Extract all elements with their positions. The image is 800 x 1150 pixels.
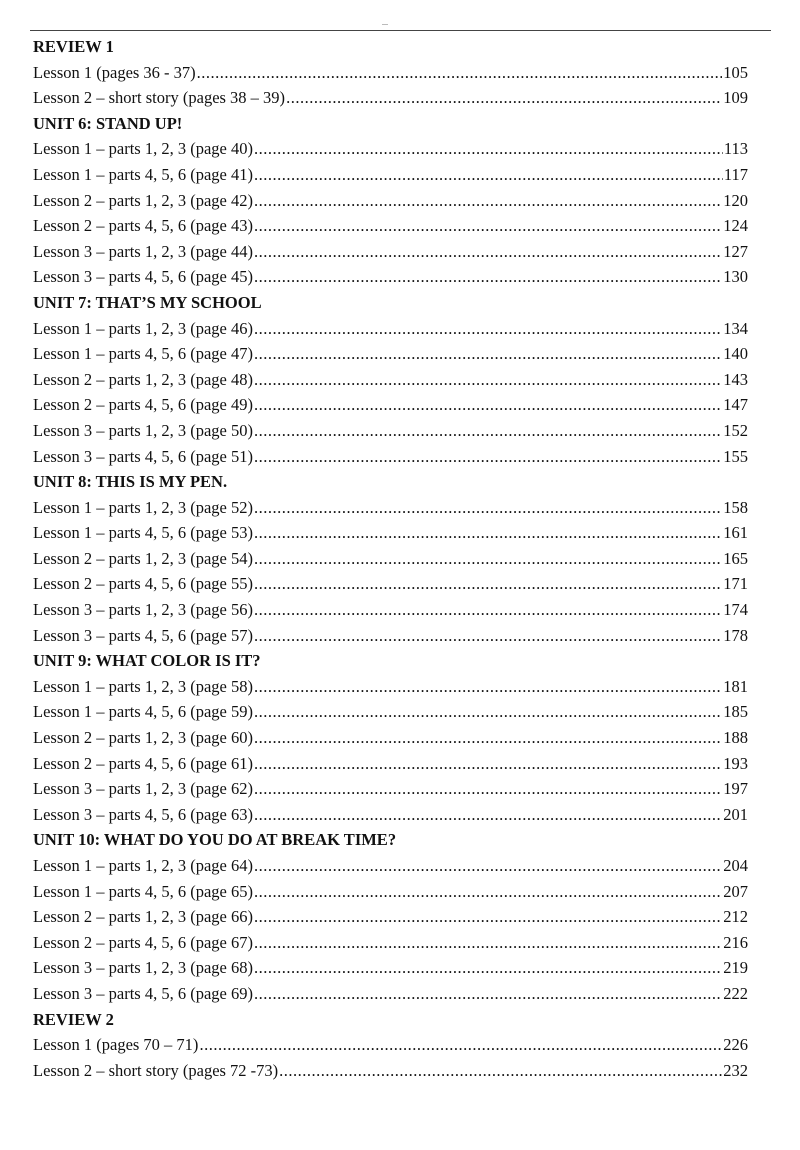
entry-title: Lesson 2 – parts 1, 2, 3 (page 60) xyxy=(33,728,253,748)
dot-leader xyxy=(254,546,722,572)
entry-title: Lesson 2 – parts 1, 2, 3 (page 66) xyxy=(33,907,253,927)
section-heading: UNIT 10: WHAT DO YOU DO AT BREAK TIME? xyxy=(33,830,397,850)
entry-title: Lesson 1 – parts 4, 5, 6 (page 41) xyxy=(33,164,253,184)
entry-title: Lesson 3 – parts 4, 5, 6 (page 51) xyxy=(33,446,253,466)
header-rule xyxy=(30,30,771,31)
page-number: 178 xyxy=(723,625,748,645)
dot-leader xyxy=(254,597,722,623)
entry-title: Lesson 1 – parts 1, 2, 3 (page 52) xyxy=(33,497,253,517)
dot-leader xyxy=(254,520,722,546)
section-heading: UNIT 7: THAT’S MY SCHOOL xyxy=(33,292,262,312)
dot-leader xyxy=(199,1032,722,1058)
entry-title: Lesson 2 – parts 4, 5, 6 (page 49) xyxy=(33,395,253,415)
page-number: 193 xyxy=(723,753,748,773)
toc-entry[interactable] xyxy=(33,213,748,239)
page-number: 124 xyxy=(723,216,748,236)
entry-title: Lesson 1 – parts 4, 5, 6 (page 53) xyxy=(33,523,253,543)
dot-leader xyxy=(254,955,722,981)
dot-leader xyxy=(254,367,722,393)
dot-leader xyxy=(254,444,722,470)
page-number: 212 xyxy=(723,907,748,927)
toc-entry[interactable] xyxy=(33,188,748,214)
entry-title: Lesson 2 – short story (pages 72 -73) xyxy=(33,1060,279,1080)
page-number: 181 xyxy=(723,676,748,696)
dot-leader xyxy=(254,853,722,879)
entry-title: Lesson 2 – parts 4, 5, 6 (page 43) xyxy=(33,216,253,236)
page-number: 143 xyxy=(723,369,748,389)
entry-title: Lesson 1 – parts 4, 5, 6 (page 59) xyxy=(33,702,253,722)
toc-entry[interactable] xyxy=(33,1058,748,1084)
dot-leader xyxy=(286,85,722,111)
page-number: 185 xyxy=(723,702,748,722)
entry-title: Lesson 2 – parts 1, 2, 3 (page 48) xyxy=(33,369,253,389)
dot-leader xyxy=(254,904,722,930)
dot-leader xyxy=(197,60,723,86)
toc-entry[interactable] xyxy=(33,1032,748,1058)
entry-title: Lesson 3 – parts 4, 5, 6 (page 63) xyxy=(33,804,253,824)
page-number: 188 xyxy=(723,728,748,748)
dot-leader xyxy=(254,571,722,597)
dot-leader xyxy=(254,930,722,956)
toc-entry[interactable] xyxy=(33,136,748,162)
page-number: 117 xyxy=(723,164,748,184)
toc-entry[interactable] xyxy=(33,239,748,265)
toc-entry[interactable] xyxy=(33,341,748,367)
dot-leader xyxy=(254,776,722,802)
entry-title: Lesson 1 (pages 70 – 71) xyxy=(33,1035,199,1055)
toc-entry[interactable] xyxy=(33,444,748,470)
toc-entry[interactable] xyxy=(33,879,748,905)
toc-entry[interactable] xyxy=(33,623,748,649)
page-number: 222 xyxy=(723,983,748,1003)
toc-entry[interactable] xyxy=(33,264,748,290)
page-number: 226 xyxy=(723,1035,748,1055)
entry-title: Lesson 3 – parts 4, 5, 6 (page 69) xyxy=(33,983,253,1003)
dot-leader xyxy=(254,316,722,342)
dot-leader xyxy=(254,802,722,828)
dot-leader xyxy=(254,981,722,1007)
page-number: 161 xyxy=(723,523,748,543)
toc-entry[interactable] xyxy=(33,418,748,444)
page-number: 105 xyxy=(723,62,748,82)
dot-leader xyxy=(254,699,722,725)
toc-entry[interactable] xyxy=(33,392,748,418)
page-number: 171 xyxy=(723,574,748,594)
toc-entry[interactable] xyxy=(33,725,748,751)
entry-title: Lesson 1 – parts 1, 2, 3 (page 46) xyxy=(33,318,253,338)
section-heading: UNIT 6: STAND UP! xyxy=(33,113,183,133)
page-number: 152 xyxy=(723,420,748,440)
entry-title: Lesson 3 – parts 4, 5, 6 (page 57) xyxy=(33,625,253,645)
entry-title: Lesson 3 – parts 4, 5, 6 (page 45) xyxy=(33,267,253,287)
dot-leader xyxy=(254,623,722,649)
section-heading: UNIT 8: THIS IS MY PEN. xyxy=(33,472,228,492)
page-number: 127 xyxy=(723,241,748,261)
entry-title: Lesson 3 – parts 1, 2, 3 (page 56) xyxy=(33,600,253,620)
dot-leader xyxy=(254,495,722,521)
dot-leader xyxy=(254,136,723,162)
dot-leader xyxy=(254,264,722,290)
entry-title: Lesson 3 – parts 1, 2, 3 (page 68) xyxy=(33,958,253,978)
dot-leader xyxy=(254,188,722,214)
page-number: 140 xyxy=(723,344,748,364)
entry-title: Lesson 2 – short story (pages 38 – 39) xyxy=(33,88,286,108)
toc-entry[interactable] xyxy=(33,699,748,725)
entry-title: Lesson 1 – parts 1, 2, 3 (page 64) xyxy=(33,856,253,875)
section-heading: REVIEW 1 xyxy=(33,37,114,56)
toc-entry[interactable] xyxy=(33,85,748,111)
toc-entry[interactable] xyxy=(33,955,748,981)
toc-entry[interactable] xyxy=(33,904,748,930)
dot-leader xyxy=(254,213,722,239)
dot-leader xyxy=(254,392,722,418)
page-number: 155 xyxy=(723,446,748,466)
entry-title: Lesson 2 – parts 4, 5, 6 (page 61) xyxy=(33,753,253,773)
page-number: 174 xyxy=(723,600,748,620)
table-of-contents xyxy=(33,34,748,1083)
page-number: 204 xyxy=(723,856,748,875)
toc-entry[interactable] xyxy=(33,597,748,623)
toc-entry[interactable] xyxy=(33,751,748,777)
toc-entry[interactable] xyxy=(33,495,748,521)
page-number: 197 xyxy=(723,779,748,799)
section-heading: REVIEW 2 xyxy=(33,1009,114,1029)
page-number: 158 xyxy=(723,497,748,517)
toc-entry[interactable] xyxy=(33,162,748,188)
dot-leader xyxy=(279,1058,722,1084)
page-number: 207 xyxy=(723,881,748,901)
page-number: 109 xyxy=(723,88,748,108)
page-number: 120 xyxy=(723,190,748,210)
toc-entry[interactable] xyxy=(33,674,748,700)
entry-title: Lesson 2 – parts 1, 2, 3 (page 42) xyxy=(33,190,253,210)
toc-entry[interactable] xyxy=(33,520,748,546)
entry-title: Lesson 2 – parts 4, 5, 6 (page 67) xyxy=(33,932,253,952)
dot-leader xyxy=(254,239,722,265)
dot-leader xyxy=(254,879,722,905)
page-number: 134 xyxy=(723,318,748,338)
entry-title: Lesson 1 – parts 4, 5, 6 (page 47) xyxy=(33,344,253,364)
toc-entry[interactable] xyxy=(33,930,748,956)
entry-title: Lesson 3 – parts 1, 2, 3 (page 62) xyxy=(33,779,253,799)
page-number: 232 xyxy=(723,1060,748,1080)
dot-leader xyxy=(254,751,722,777)
dot-leader xyxy=(254,341,722,367)
entry-title: Lesson 3 – parts 1, 2, 3 (page 44) xyxy=(33,241,253,261)
toc-entry[interactable] xyxy=(33,776,748,802)
toc-entry[interactable] xyxy=(33,316,748,342)
page-number: 165 xyxy=(723,548,748,568)
dot-leader xyxy=(254,674,722,700)
dot-leader xyxy=(254,162,723,188)
page-number: 147 xyxy=(723,395,748,415)
toc-entry[interactable] xyxy=(33,981,748,1007)
page-number: 216 xyxy=(723,932,748,952)
entry-title: Lesson 1 – parts 1, 2, 3 (page 58) xyxy=(33,676,253,696)
page-number: 201 xyxy=(723,804,748,824)
page-number: 130 xyxy=(723,267,748,287)
entry-title: Lesson 2 – parts 4, 5, 6 (page 55) xyxy=(33,574,253,594)
toc-entry[interactable] xyxy=(33,802,748,828)
entry-title: Lesson 3 – parts 1, 2, 3 (page 50) xyxy=(33,420,253,440)
dot-leader xyxy=(254,725,722,751)
page-number: 113 xyxy=(723,139,748,159)
section-heading: UNIT 9: WHAT COLOR IS IT? xyxy=(33,651,261,671)
entry-title: Lesson 1 (pages 36 - 37) xyxy=(33,62,196,82)
entry-title: Lesson 1 – parts 1, 2, 3 (page 40) xyxy=(33,139,253,159)
toc-entry[interactable] xyxy=(33,853,748,879)
toc-entry[interactable] xyxy=(33,60,748,86)
toc-entry[interactable] xyxy=(33,571,748,597)
dot-leader xyxy=(254,418,722,444)
page-number: 219 xyxy=(723,958,748,978)
entry-title: Lesson 1 – parts 4, 5, 6 (page 65) xyxy=(33,881,253,901)
toc-entry[interactable] xyxy=(33,546,748,572)
page-top-mark xyxy=(382,24,388,25)
entry-title: Lesson 2 – parts 1, 2, 3 (page 54) xyxy=(33,548,253,568)
toc-entry[interactable] xyxy=(33,367,748,393)
